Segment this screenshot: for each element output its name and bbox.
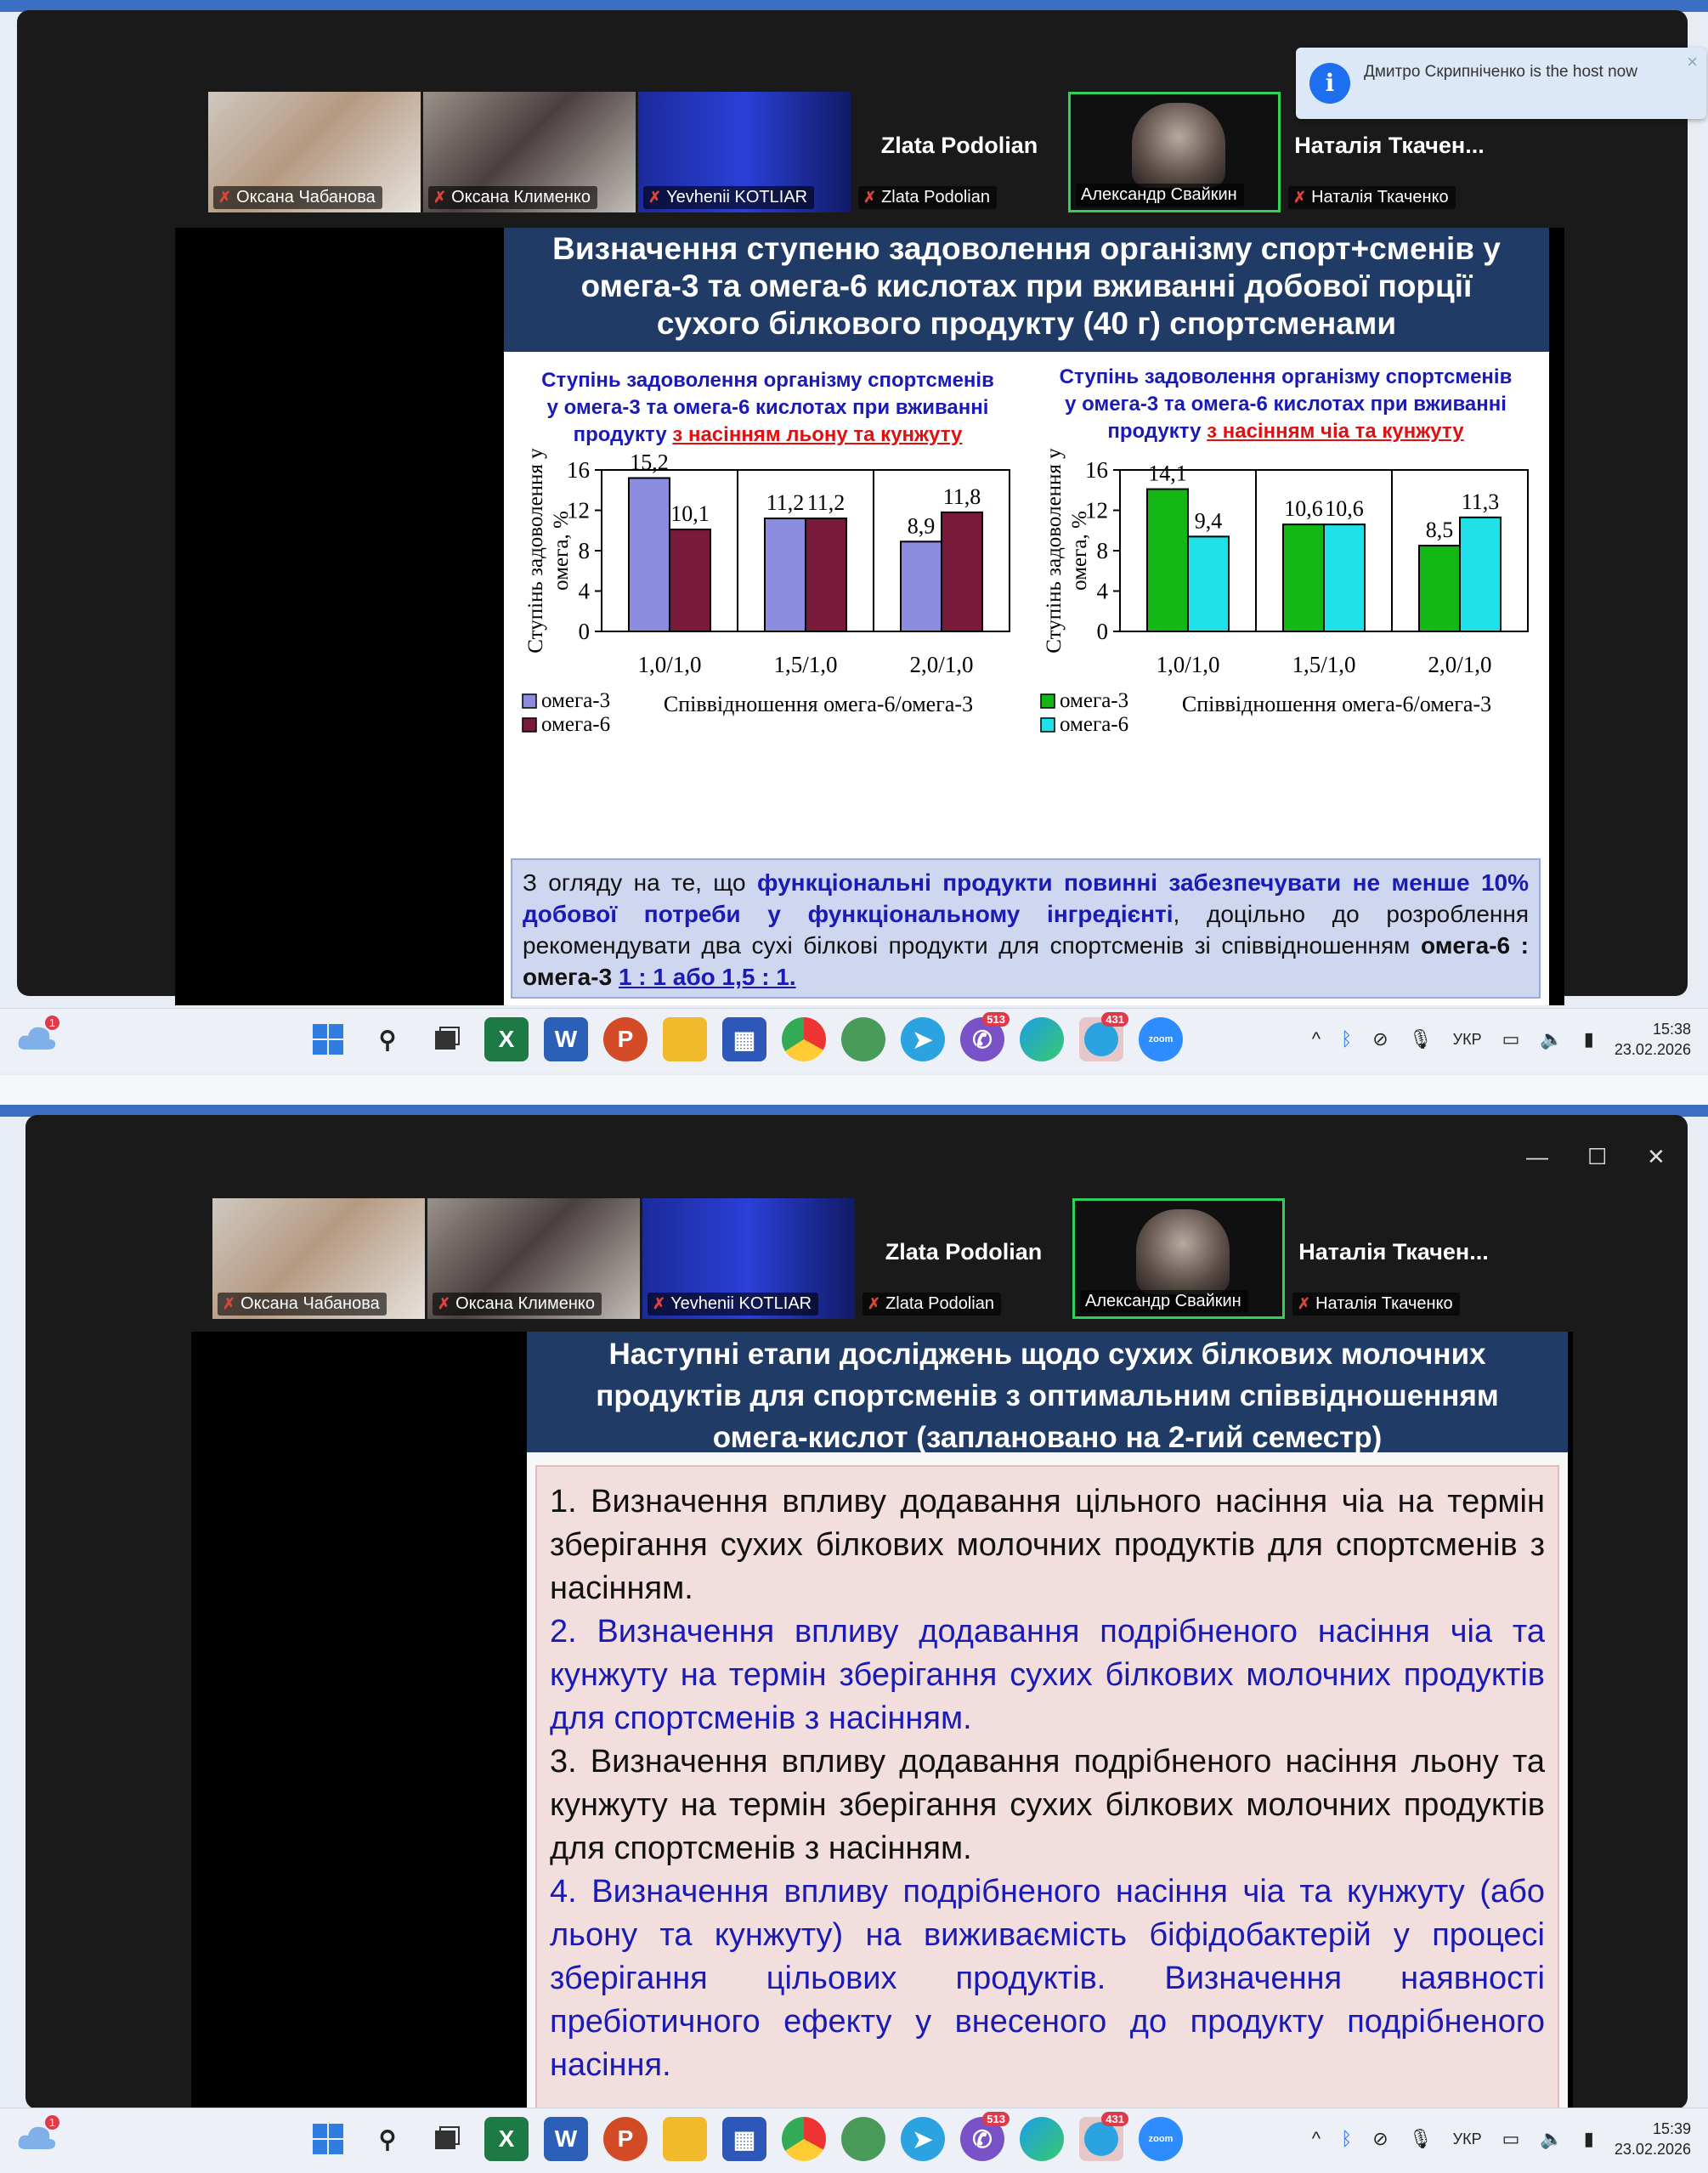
data-label: 8,9 [907, 513, 936, 539]
volume-icon[interactable]: 🔈 [1540, 1028, 1564, 1050]
store-icon[interactable]: ▦ [722, 2117, 766, 2161]
title-line: сухого білкового продукту (40 г) спортсменами [656, 306, 1397, 341]
powerpoint-icon[interactable]: P [603, 2117, 648, 2161]
excel-icon[interactable]: X [484, 1017, 529, 1061]
folder-icon[interactable] [663, 1017, 707, 1061]
caption-line: Ступінь задоволення організму спортсменів [1059, 365, 1513, 388]
data-label: 10,1 [670, 501, 710, 527]
system-tray [1312, 1019, 1691, 1060]
notification-badge: 431 [1101, 2112, 1128, 2126]
excel-icon[interactable]: X [484, 2117, 529, 2161]
active-speaker-tile[interactable] [1072, 1198, 1285, 1319]
legend-swatch [523, 718, 536, 732]
caption-line: Ступінь задоволення організму спортсменів [541, 369, 994, 392]
title-line: омега-3 та омега-6 кислотах при вживанні добової порції [580, 269, 1473, 303]
legend-label: омега-6 [1060, 713, 1129, 736]
ratio-link[interactable]: 1 : 1 або 1,5 : 1. [618, 964, 796, 990]
list-item: 3. Визначення впливу додавання подрібненого насіння льону та кунжуту на термін зберігання сухих білкових молочних продуктів для спортсменів з насінням. [550, 1744, 1545, 1866]
display-icon[interactable]: ▭ [1502, 2128, 1520, 2149]
legend-label: омега-3 [1060, 689, 1129, 712]
legend-label: омега-6 [541, 713, 611, 736]
active-speaker-tile[interactable] [1068, 92, 1281, 212]
notification-badge: 1 [45, 1016, 59, 1030]
video-feed [1132, 103, 1225, 188]
mic-muted-icon: ✗ [648, 189, 662, 206]
caption-line [1026, 418, 1545, 445]
participant-tile[interactable] [642, 1198, 855, 1319]
telegram-icon[interactable]: ➤ [901, 2117, 945, 2161]
x-tick-label: 1,5/1,0 [1292, 652, 1356, 677]
participant-tile[interactable] [427, 1198, 640, 1319]
notification-badge: 513 [982, 2112, 1010, 2126]
title-line: Визначення ступеню задоволення організму спорт+сменів у [552, 231, 1501, 266]
taskbar-apps [306, 2113, 1198, 2161]
task-view-icon[interactable] [425, 1017, 469, 1061]
maps-icon[interactable] [841, 2117, 885, 2161]
y-tick-label: 4 [1096, 578, 1108, 604]
participant-tile[interactable] [208, 92, 421, 212]
participant-name: Zlata Podolian [885, 1294, 994, 1313]
y-tick-label: 8 [1096, 538, 1108, 563]
viber-icon[interactable]: ✆ 513 [960, 1017, 1004, 1061]
legend-swatch [523, 694, 536, 708]
bar [670, 529, 710, 631]
caption-line: у омега-3 та омега-6 кислотах при вживанні [1065, 393, 1507, 416]
participant-display-name: Наталія Ткачен... [1298, 1239, 1489, 1265]
participant-tile[interactable] [1287, 1198, 1500, 1319]
list-item: 1. Визначення впливу додавання цільного насіння чіа на термін зберігання сухих білкових молочних продуктів для спортсменів з насінням. [550, 1484, 1545, 1606]
screenshot-top [0, 0, 1708, 1075]
x-tick-label: 1,0/1,0 [637, 652, 702, 677]
participant-display-name: Наталія Ткачен... [1294, 133, 1485, 158]
research-stages-list [535, 1465, 1559, 2109]
y-tick-label: 0 [1096, 619, 1108, 644]
legend-swatch [1041, 694, 1055, 708]
bluetooth-icon[interactable]: ᛒ [1341, 2128, 1353, 2149]
chrome-icon[interactable] [782, 2117, 826, 2161]
clock[interactable] [1615, 1019, 1691, 1060]
participant-name: Наталія Ткаченко [1315, 1294, 1453, 1313]
x-tick-label: 2,0/1,0 [909, 652, 974, 677]
notification-badge: 431 [1101, 1012, 1128, 1027]
mic-muted-icon: ✗ [218, 189, 232, 206]
weather-widget[interactable] [15, 1016, 58, 1058]
participant-display-name: Zlata Podolian [880, 133, 1038, 158]
data-label: 11,2 [766, 490, 805, 515]
bar [1419, 546, 1460, 631]
chevron-up-icon[interactable]: ^ [1311, 2128, 1321, 2149]
participant-tile[interactable] [423, 92, 636, 212]
y-axis-label: Ступінь задоволення у омега, % [524, 448, 573, 654]
minimize-icon[interactable]: — [1526, 1144, 1548, 1169]
language-indicator[interactable]: УКР [1452, 1030, 1482, 1048]
text-plain: , доцільно до розроблення рекомендувати два сухі білкові продукти для спортсменів зі співвідношенням [523, 901, 1530, 959]
language-indicator[interactable]: УКР [1452, 2130, 1482, 2148]
x-tick-label: 2,0/1,0 [1428, 652, 1492, 677]
y-tick-label: 12 [1085, 497, 1108, 523]
clock-time: 15:38 [1652, 1021, 1691, 1038]
list-item: 2. Визначення впливу додавання подрібненого насіння чіа та кунжуту на термін зберігання сухих білкових молочних продуктів для спортсменів з насінням. [550, 1614, 1545, 1736]
participant-name: Наталія Ткаченко [1311, 188, 1449, 207]
telegram-active-icon[interactable] [1079, 1013, 1124, 1061]
bar [806, 518, 846, 631]
taskbar-apps [306, 1013, 1198, 1061]
display-icon[interactable]: ▭ [1502, 1028, 1520, 1050]
word-icon[interactable]: W [544, 2117, 588, 2161]
bar [765, 518, 806, 631]
slide-title [504, 228, 1549, 352]
mic-muted-icon: ✗ [1293, 189, 1307, 206]
x-tick-label: 1,0/1,0 [1156, 652, 1220, 677]
bar [901, 541, 942, 631]
y-tick-label: 16 [567, 457, 590, 483]
windows-taskbar [0, 2108, 1708, 2173]
close-window-icon[interactable]: ✕ [1647, 1144, 1666, 1169]
participant-tile[interactable] [853, 92, 1066, 212]
info-icon: i [1309, 63, 1350, 104]
shared-screen [191, 1332, 1573, 2119]
zoom-label: zoom [1148, 1034, 1174, 1044]
microphone-icon[interactable]: 🎙 [1408, 2128, 1433, 2149]
title-line: продуктів для спортсменів з оптимальним співвідношенням [596, 1379, 1499, 1412]
participant-tile[interactable] [212, 1198, 425, 1319]
data-label: 11,3 [1461, 489, 1500, 514]
chart-caption-right [1026, 364, 1545, 445]
clock-time: 15:39 [1652, 2120, 1691, 2137]
telegram-icon[interactable]: ➤ [901, 1017, 945, 1061]
y-tick-label: 16 [1085, 457, 1108, 483]
bar [1324, 524, 1365, 631]
edge-icon[interactable] [1020, 2117, 1064, 2161]
participant-name: Александр Свайкин [1085, 1292, 1241, 1310]
participant-name: Оксана Чабанова [236, 188, 376, 207]
weather-widget[interactable] [15, 2116, 58, 2158]
chart-caption-left [511, 367, 1025, 449]
bar [1460, 518, 1501, 631]
maps-icon[interactable] [841, 1017, 885, 1061]
participant-name: Оксана Чабанова [240, 1294, 380, 1313]
zoom-icon[interactable] [1139, 1017, 1183, 1061]
participant-strip [212, 1198, 1502, 1319]
data-label: 15,2 [630, 450, 669, 475]
caption-line: у омега-3 та омега-6 кислотах при вживанні [546, 396, 989, 419]
participant-name: Yevhenii KOTLIAR [666, 188, 808, 207]
word-icon[interactable]: W [544, 1017, 588, 1061]
maximize-icon[interactable]: ☐ [1587, 1144, 1608, 1169]
x-axis-label: Співвідношення омега-6/омега-3 [1181, 692, 1492, 716]
participant-tile[interactable] [638, 92, 851, 212]
bar [629, 478, 670, 632]
mic-muted-icon: ✗ [653, 1295, 666, 1312]
data-label: 11,2 [806, 490, 846, 515]
y-axis-label: Ступінь задоволення у омега, % [1043, 448, 1091, 654]
slide [527, 1332, 1568, 2119]
text-bold: омега-6 : омега-3 [523, 932, 1529, 990]
title-line: Наступні етапи досліджень щодо сухих білкових молочних [608, 1338, 1486, 1371]
search-icon[interactable]: ⚲ [378, 1026, 397, 1053]
task-view-icon[interactable] [425, 2117, 469, 2161]
bar [1188, 536, 1229, 631]
participant-display-name: Zlata Podolian [885, 1239, 1043, 1265]
viber-icon[interactable]: ✆ 513 [960, 2117, 1004, 2161]
caption-plain: продукту [1107, 420, 1202, 443]
notification-badge: 1 [45, 2115, 59, 2130]
windows-start-icon[interactable] [306, 2117, 350, 2161]
title-line: омега-кислот (заплановано на 2-гий семестр) [712, 1421, 1383, 1454]
screenshot-bottom [0, 1105, 1708, 2173]
caption-plain: продукту [573, 423, 667, 446]
chevron-up-icon[interactable]: ^ [1311, 1028, 1321, 1050]
caption-line [511, 422, 1025, 449]
volume-icon[interactable]: 🔈 [1540, 2128, 1564, 2149]
network-icon[interactable]: ⊘ [1372, 1028, 1388, 1050]
y-tick-label: 12 [567, 497, 590, 523]
conclusion-text [511, 858, 1541, 999]
participant-name: Оксана Клименко [451, 188, 591, 207]
zoom-icon[interactable] [1139, 2117, 1183, 2161]
text-plain: З огляду на те, що [523, 869, 746, 896]
caption-highlight: з насінням чіа та кунжуту [1207, 420, 1464, 443]
zoom-meeting-window [25, 1115, 1688, 2109]
notification-text: Дмитро Скрипніченко is the host now [1364, 63, 1637, 81]
data-label: 9,4 [1194, 508, 1223, 534]
y-tick-label: 4 [578, 578, 590, 604]
network-icon[interactable]: ⊘ [1372, 2128, 1388, 2149]
participant-name: Yevhenii KOTLIAR [670, 1294, 812, 1313]
system-tray [1312, 2119, 1691, 2159]
battery-icon[interactable]: ▮ [1583, 2128, 1594, 2149]
telegram-active-icon[interactable] [1079, 2113, 1124, 2161]
x-axis-label: Співвідношення омега-6/омега-3 [663, 692, 974, 716]
bar [1147, 489, 1188, 631]
bluetooth-icon[interactable]: ᛒ [1341, 1028, 1353, 1050]
search-icon[interactable]: ⚲ [378, 2125, 397, 2153]
legend-swatch [1041, 718, 1055, 732]
bar-chart-flax [504, 448, 1026, 861]
text-emphasis: функціональні продукти повинні забезпечувати не менше 10% добової потреби у функціональному інгредієнті [523, 869, 1529, 927]
mic-muted-icon: ✗ [868, 1295, 881, 1312]
data-label: 10,6 [1325, 496, 1364, 522]
data-label: 8,5 [1425, 518, 1454, 543]
folder-icon[interactable] [663, 2117, 707, 2161]
participant-name: Александр Свайкин [1081, 185, 1237, 204]
battery-icon[interactable]: ▮ [1583, 1028, 1594, 1050]
participant-name: Оксана Клименко [455, 1294, 595, 1313]
chrome-icon[interactable] [782, 1017, 826, 1061]
y-tick-label: 8 [578, 538, 590, 563]
powerpoint-icon[interactable]: P [603, 1017, 648, 1061]
zoom-label: zoom [1148, 2134, 1174, 2144]
edge-icon[interactable] [1020, 1017, 1064, 1061]
slide-title [527, 1332, 1568, 1452]
caption-highlight: з насінням льону та кунжуту [672, 423, 963, 446]
participant-tile[interactable] [857, 1198, 1070, 1319]
windows-start-icon[interactable] [306, 1017, 350, 1061]
data-label: 14,1 [1148, 461, 1187, 486]
shared-screen [175, 228, 1564, 1005]
y-tick-label: 0 [578, 619, 590, 644]
legend-label: омега-3 [541, 689, 611, 712]
mic-muted-icon: ✗ [223, 1295, 236, 1312]
store-icon[interactable]: ▦ [722, 1017, 766, 1061]
zoom-meeting-window [17, 10, 1698, 996]
video-feed [1136, 1209, 1230, 1294]
participant-name: Zlata Podolian [881, 188, 990, 207]
mic-muted-icon: ✗ [863, 189, 877, 206]
clock-date: 23.02.2026 [1614, 1041, 1691, 1058]
slide [504, 228, 1549, 1005]
clock-date: 23.02.2026 [1614, 2141, 1691, 2158]
bar [1283, 524, 1324, 631]
clock[interactable] [1615, 2119, 1691, 2159]
host-notification [1296, 48, 1706, 119]
bar-chart-chia [1022, 448, 1545, 861]
mic-muted-icon: ✗ [433, 189, 447, 206]
microphone-icon[interactable]: 🎙 [1408, 1028, 1433, 1050]
mic-muted-icon: ✗ [1298, 1295, 1311, 1312]
data-label: 10,6 [1284, 496, 1323, 522]
list-item: 4. Визначення впливу подрібненого насіння чіа та кунжуту (або льону та кунжуту) на виживаємість біфідобактерій у процесі зберігання цільових продуктів. Визначення наявності пребіотичного ефекту у внесеного до продукту подрібненого насіння. [550, 1874, 1545, 2083]
data-label: 11,8 [942, 484, 981, 509]
x-tick-label: 1,5/1,0 [773, 652, 838, 677]
notification-badge: 513 [982, 1012, 1010, 1027]
mic-muted-icon: ✗ [438, 1295, 451, 1312]
close-icon[interactable]: × [1687, 51, 1698, 72]
bar [942, 512, 982, 631]
windows-taskbar [0, 1008, 1708, 1073]
